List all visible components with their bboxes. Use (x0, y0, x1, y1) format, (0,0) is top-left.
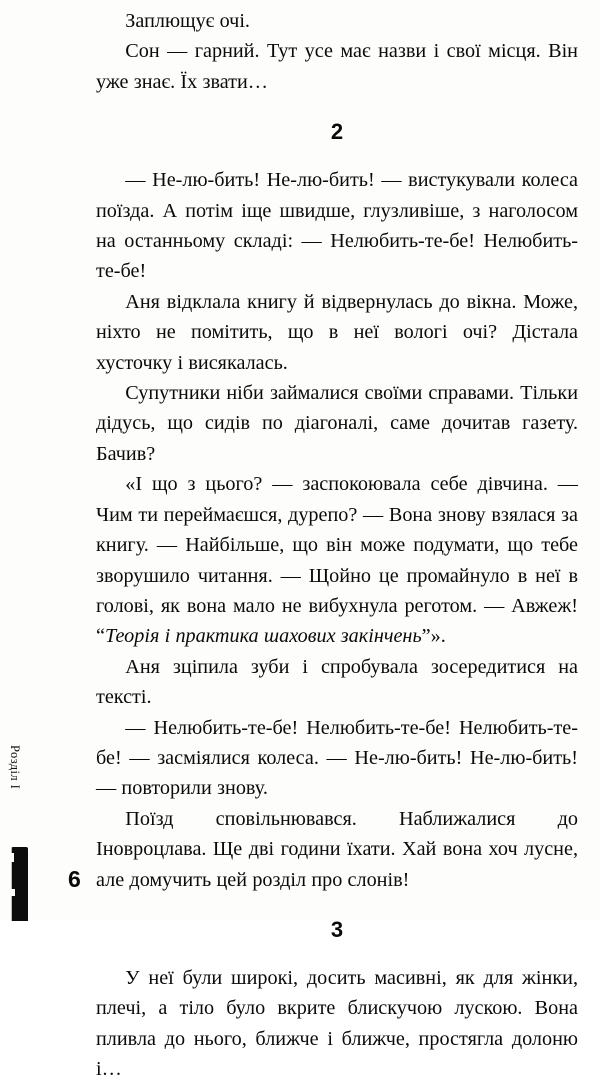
paragraph-text-lead: «І що з цього? — заспокоювала себе дівчина. — Чим ти переймаєшся, дурепо? — Вона знову взялася за книгу. — Найбільше, що він може подумати, що тебе зворушило читання. — Щойно це промайнуло в неї в голові, як вона мало не вибухнула реготом. — Авжеж! “ (96, 473, 578, 648)
section-spacer (96, 941, 578, 963)
section-spacer (96, 97, 578, 121)
paragraph: Поїзд сповільнювався. Наближалися до Іновроцлава. Ще дві години їхати. Хай вона хоч лусне, але домучить цей розділ про слонів! (96, 807, 578, 891)
left-margin-rail (0, 0, 92, 921)
section-spacer (96, 895, 578, 919)
paragraph-with-book-title (96, 469, 578, 651)
paragraph: — Нелюбить-те-бе! Нелюбить-те-бе! Нелюбить-те-бе! — засміялися колеса. — Не-лю-бить! Не-лю-бить! — повторили знову. (96, 716, 578, 800)
paragraph: Аня відклала книгу й відвернулась до вікна. Може, ніхто не помітить, що в неї вологі очі? Дістала хусточку і висякалась. (96, 290, 578, 374)
paragraph: У неї були широкі, досить масивні, як для жінки, плечі, а тіло було вкрите блискучою лускою. Вона пливла до нього, ближче і ближче, простягла долоню і… (96, 966, 578, 1081)
section-number: 2 (330, 119, 344, 145)
chapter-thumb-index-tab (12, 847, 28, 921)
book-title-italic: Теорія і практика шахових закінчень (104, 625, 422, 648)
paragraph: Заплющує очі. (125, 10, 250, 32)
text-block (96, 0, 578, 1081)
paragraph: Сон — гарний. Тут усе має назви і свої місця. Він уже знає. Їх звати… (96, 40, 578, 93)
paragraph: Аня зціпила зуби і спробувала зосередитися на тексті. (96, 655, 578, 709)
running-head-chapter: Розділ I (8, 745, 22, 790)
page-number: 6 (68, 866, 81, 892)
section-spacer (96, 143, 578, 165)
section-number: 3 (330, 916, 344, 942)
paragraph-text-tail: ”». (421, 625, 446, 648)
paragraph: — Не-лю-бить! Не-лю-бить! — вистукували колеса поїзда. А потім іще швидше, глузливіше, з наголосом на останньому складі: — Нелюбить-те-бе! Нелюбить-те-бе! (96, 169, 578, 283)
paragraph: Супутники ніби займалися своїми справами. Тільки дідусь, що сидів по діагоналі, саме дочитав газету. Бачив? (96, 382, 578, 465)
